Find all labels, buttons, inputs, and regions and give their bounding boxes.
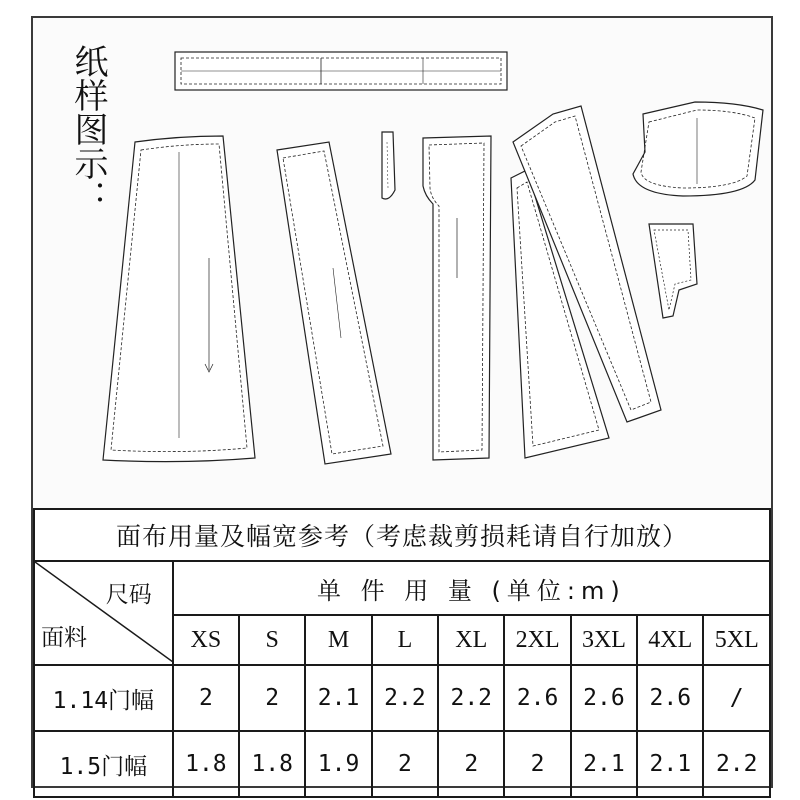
usage-cell: 2.6 (504, 665, 570, 731)
size-cell: 2XL (504, 615, 570, 665)
size-cell: 5XL (703, 615, 770, 665)
size-cell: 3XL (571, 615, 637, 665)
fabric-width-label: 1.14门幅 (34, 665, 173, 731)
usage-cell: 2 (173, 665, 239, 731)
pattern-sheet (31, 16, 773, 788)
front-panel-piece (103, 136, 255, 462)
usage-cell: 2.2 (438, 665, 504, 731)
usage-cell: 2.1 (305, 665, 371, 731)
pattern-pieces-diagram (33, 18, 771, 508)
usage-cell: 2 (239, 665, 305, 731)
usage-cell: 2 (372, 731, 438, 797)
size-cell: M (305, 615, 371, 665)
size-cell: S (239, 615, 305, 665)
usage-cell: 2.1 (637, 731, 703, 797)
table-row (34, 731, 770, 797)
size-cell: 4XL (637, 615, 703, 665)
usage-cell: / (703, 665, 770, 731)
fabric-width-label: 1.5门幅 (34, 731, 173, 797)
placket-piece (423, 136, 491, 460)
usage-header: 单 件 用 量 (单位:m) (173, 561, 770, 615)
table-row (34, 665, 770, 731)
facing-piece (649, 224, 697, 318)
usage-cell: 2 (438, 731, 504, 797)
pattern-drawing-area (33, 18, 771, 510)
pattern-title: 纸样图示： (68, 44, 108, 214)
table-title: 面布用量及幅宽参考（考虑裁剪损耗请自行加放） (34, 509, 770, 561)
usage-cell: 1.8 (239, 731, 305, 797)
corner-header-cell (34, 561, 173, 665)
size-cell: XL (438, 615, 504, 665)
pocket-flap-piece (382, 132, 395, 199)
usage-cell: 2.6 (571, 665, 637, 731)
usage-cell: 2 (504, 731, 570, 797)
usage-cell: 2.1 (571, 731, 637, 797)
fabric-usage-table (33, 508, 771, 798)
fabric-label: 面料 (41, 625, 87, 651)
size-label: 尺码 (105, 582, 152, 608)
usage-cell: 2.6 (637, 665, 703, 731)
size-cell: L (372, 615, 438, 665)
yoke-piece (633, 102, 763, 196)
side-panel-piece (277, 142, 391, 464)
size-cell: XS (173, 615, 239, 665)
usage-cell: 1.9 (305, 731, 371, 797)
usage-cell: 2.2 (703, 731, 770, 797)
usage-cell: 2.2 (372, 665, 438, 731)
usage-cell: 1.8 (173, 731, 239, 797)
waistband-piece (175, 52, 507, 90)
